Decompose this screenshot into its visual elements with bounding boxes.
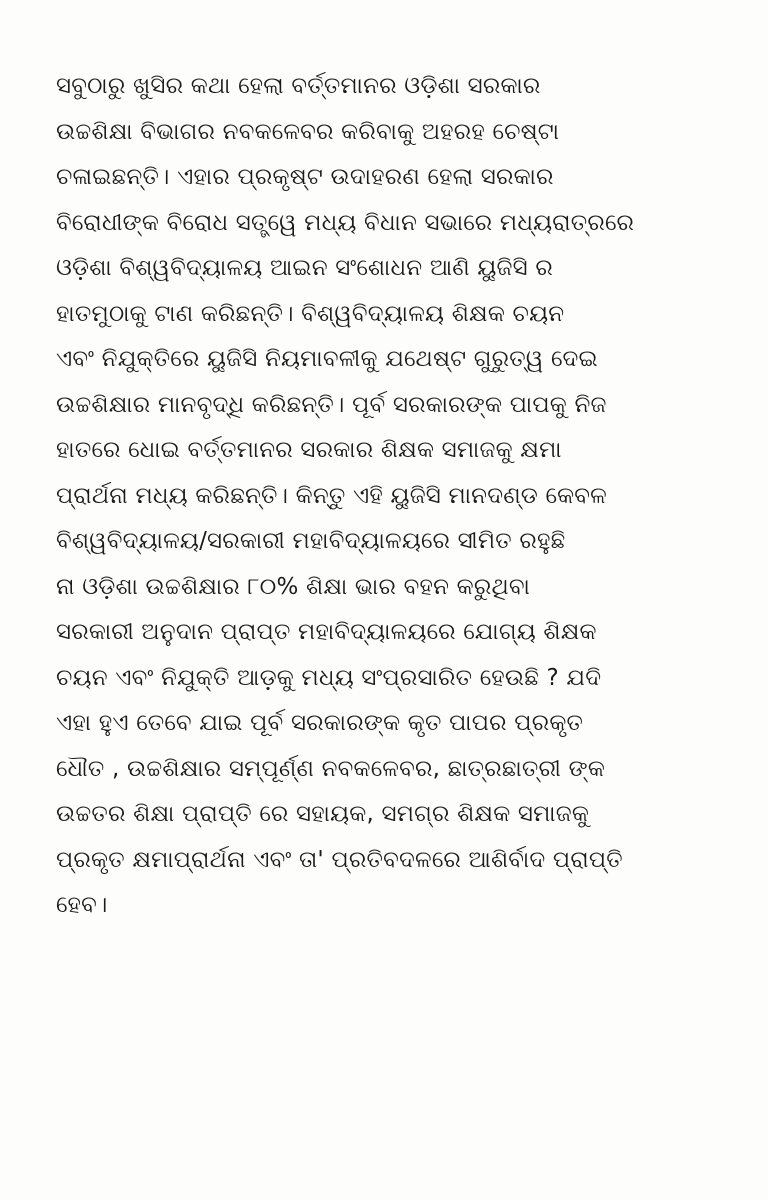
text-line: ଚୟନ ଏବଂ ନିଯୁକ୍ତି ଆଡ଼କୁ ମଧ୍ୟ ସଂପ୍ରସାରିତ ହେଉଛି ? ଯଦି	[56, 664, 602, 691]
text-line: ପ୍ରକୃତ କ୍ଷମାପ୍ରାର୍ଥନା ଏବଂ ତା' ପ୍ରତିବଦଳରେ ଆଶିର୍ବାଦ ପ୍ରାପ୍ତି	[56, 846, 623, 873]
text-line: ବିରୋଧୀଙ୍କ ବିରୋଧ ସତ୍ତ୍ୱେ ମଧ୍ୟ ବିଧାନ ସଭାରେ ମଧ୍ୟରାତ୍ରରେ	[56, 209, 635, 236]
text-line: ନା ଓଡ଼ିଶା ଉଚ୍ଚଶିକ୍ଷାର ୮୦% ଶିକ୍ଷା ଭାର ବହନ କରୁଥିବା	[56, 573, 531, 600]
text-line: ସରକାରୀ ଅନୁଦାନ ପ୍ରାପ୍ତ ମହାବିଦ୍ୟାଳୟରେ ଯୋଗ୍ୟ ଶିକ୍ଷକ	[56, 619, 597, 645]
text-line: ଏବଂ ନିଯୁକ୍ତିରେ ୟୁଜିସି ନିୟମାବଳୀକୁ ଯଥେଷ୍ଟ ଗୁରୁତ୍ୱ ଦେଇ	[56, 346, 598, 372]
text-line: ଚଳାଇଛନ୍ତି। ଏହାର ପ୍ରକୃଷ୍ଟ ଉଦାହରଣ ହେଲା ସରକାର	[56, 164, 554, 190]
text-line: ଓଡ଼ିଶା ବିଶ୍ୱବିଦ୍ୟାଳୟ ଆଇନ ସଂଶୋଧନ ଆଣି ୟୁଜିସି ର	[56, 255, 553, 281]
body-paragraph	[56, 64, 728, 929]
text-line: ବିଶ୍ୱବିଦ୍ୟାଳୟ/ସରକାରୀ ମହାବିଦ୍ୟାଳୟରେ ସୀମିତ ରହୁଛି	[56, 528, 566, 554]
text-line: ଧୌତ , ଉଚ୍ଚଶିକ୍ଷାର ସମ୍ପୂର୍ଣ୍ଣ ନବକଳେବର, ଛାତ୍ରଛାତ୍ରୀ ଙ୍କ	[56, 755, 606, 782]
text-line: ସବୁଠାରୁ ଖୁସିର କଥା ହେଲା ବର୍ତ୍ତମାନର ଓଡ଼ିଶା ସରକାର	[56, 73, 541, 99]
text-line: ପ୍ରାର୍ଥନା ମଧ୍ୟ କରିଛନ୍ତି। କିନ୍ତୁ ଏହି ୟୁଜିସି ମାନଦଣ୍ଡ କେବଳ	[56, 482, 607, 509]
text-line: ହାତରେ ଧୋଇ ବର୍ତ୍ତମାନର ସରକାର ଶିକ୍ଷକ ସମାଜକୁ କ୍ଷମା	[56, 437, 562, 463]
text-line: ହାତମୁଠାକୁ ଟାଣ କରିଛନ୍ତି। ବିଶ୍ୱବିଦ୍ୟାଳୟ ଶିକ୍ଷକ ଚୟନ	[56, 300, 565, 327]
text-line: ଉଚ୍ଚତର ଶିକ୍ଷା ପ୍ରାପ୍ତି ରେ ସହାୟକ, ସମଗ୍ର ଶିକ୍ଷକ ସମାଜକୁ	[56, 801, 590, 827]
text-line: ହେବ।	[56, 892, 108, 918]
text-line: ଉଚ୍ଚଶିକ୍ଷା ବିଭାଗର ନବକଳେବର କରିବାକୁ ଅହରହ ଚେଷ୍ଟା	[56, 118, 560, 145]
text-line: ଏହା ହୁଏ ତେବେ ଯାଇ ପୂର୍ବ ସରକାରଙ୍କ କୃତ ପାପର ପ୍ରକୃତ	[56, 710, 584, 736]
text-line: ଉଚ୍ଚଶିକ୍ଷାର ମାନବୃଦ୍ଧି କରିଛନ୍ତି। ପୂର୍ବ ସରକାରଙ୍କ ପାପକୁ ନିଜ	[56, 391, 607, 418]
